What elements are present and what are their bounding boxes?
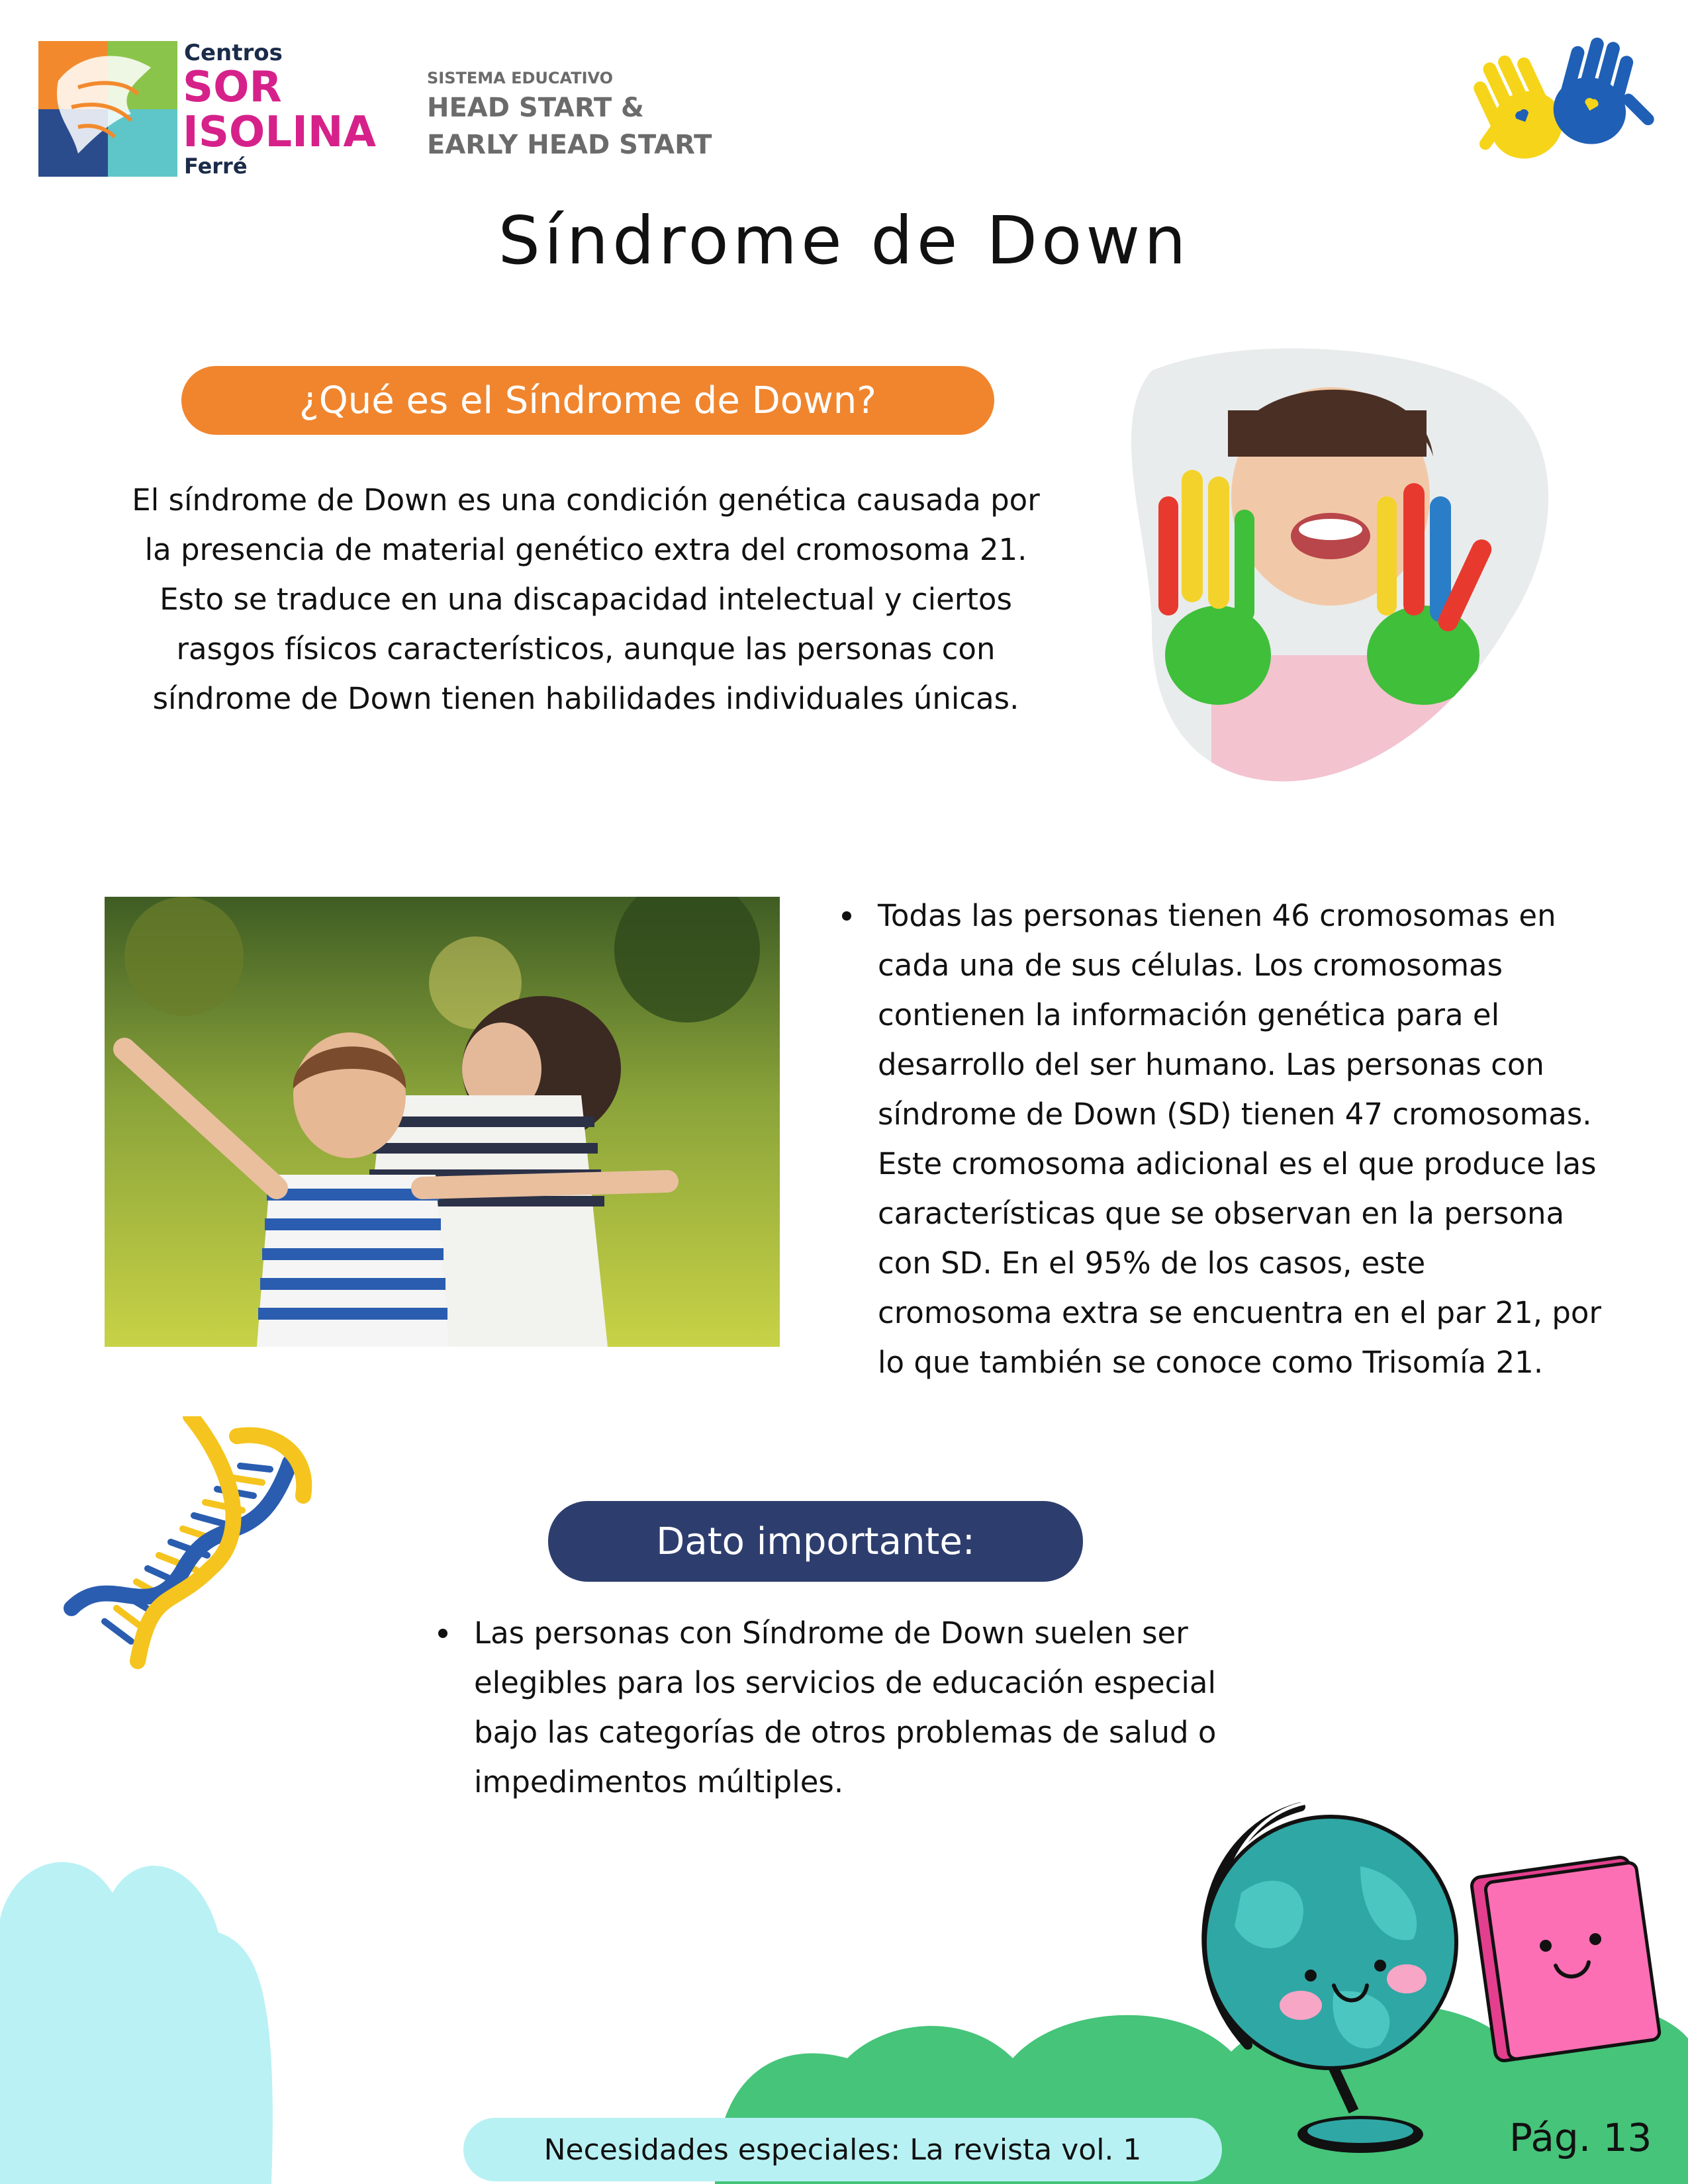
section-body-what-is: El síndrome de Down es una condición genética causada por la presencia de material genético extra del cromosoma 21. Esto se traduce en una discapacidad intelectual y ciertos rasgos físicos característicos, aunque las personas con síndrome de Down tienen habilidades individuales únicas. [132,482,1040,716]
smiling-book-icon [1463,1840,1662,2065]
logo-text-isolina: ISOLINA [183,108,376,157]
cloud-decoration [0,1820,291,2184]
logo-text-ferre: Ferré [184,154,248,179]
hands-heart-icon [1443,20,1668,192]
logo-text-centros: Centros [184,40,283,66]
logo-text-sor: SOR [183,63,282,112]
mother-child-park-photo [105,897,780,1347]
section-heading-what-is: ¿Qué es el Síndrome de Down? [181,366,994,435]
program-name-line2: EARLY HEAD START [427,130,712,160]
child-painted-hands-photo [1112,344,1556,784]
section-heading-important-fact: Dato importante: [548,1501,1083,1582]
page-title: Síndrome de Down [498,202,1190,279]
chromosome-info-bullet: Todas las personas tienen 46 cromosomas en cada una de sus células. Los cromosomas contienen la información genética para el desarrollo del ser humano. Las personas con síndrome de Down (SD) tienen 47 cromosomas. Este cromosoma adicional es el que produce las características que se observan en la persona con SD. En el 95% de los casos, este cromosoma extra se encuentra en el par 21, por lo que también se conoce como Trisomía 21. [837,891,1605,1387]
program-name-line1: HEAD START & [427,93,644,123]
program-label: SISTEMA EDUCATIVO [427,69,614,87]
dna-icon [58,1416,323,1674]
magazine-title-footer: Necesidades especiales: La revista vol. 1 [463,2118,1222,2181]
sor-isolina-logo-mark [38,41,177,177]
chromosome-info-list [837,891,1605,1387]
important-fact-bullet: Las personas con Síndrome de Down suelen ser elegibles para los servicios de educación especial bajo las categorías de otros problemas de salud o impedimentos múltiples. [433,1608,1241,1807]
important-fact-list [433,1608,1241,1807]
page-number: Pág. 13 [1509,2115,1652,2160]
smiling-globe-icon [1162,1794,1466,2164]
